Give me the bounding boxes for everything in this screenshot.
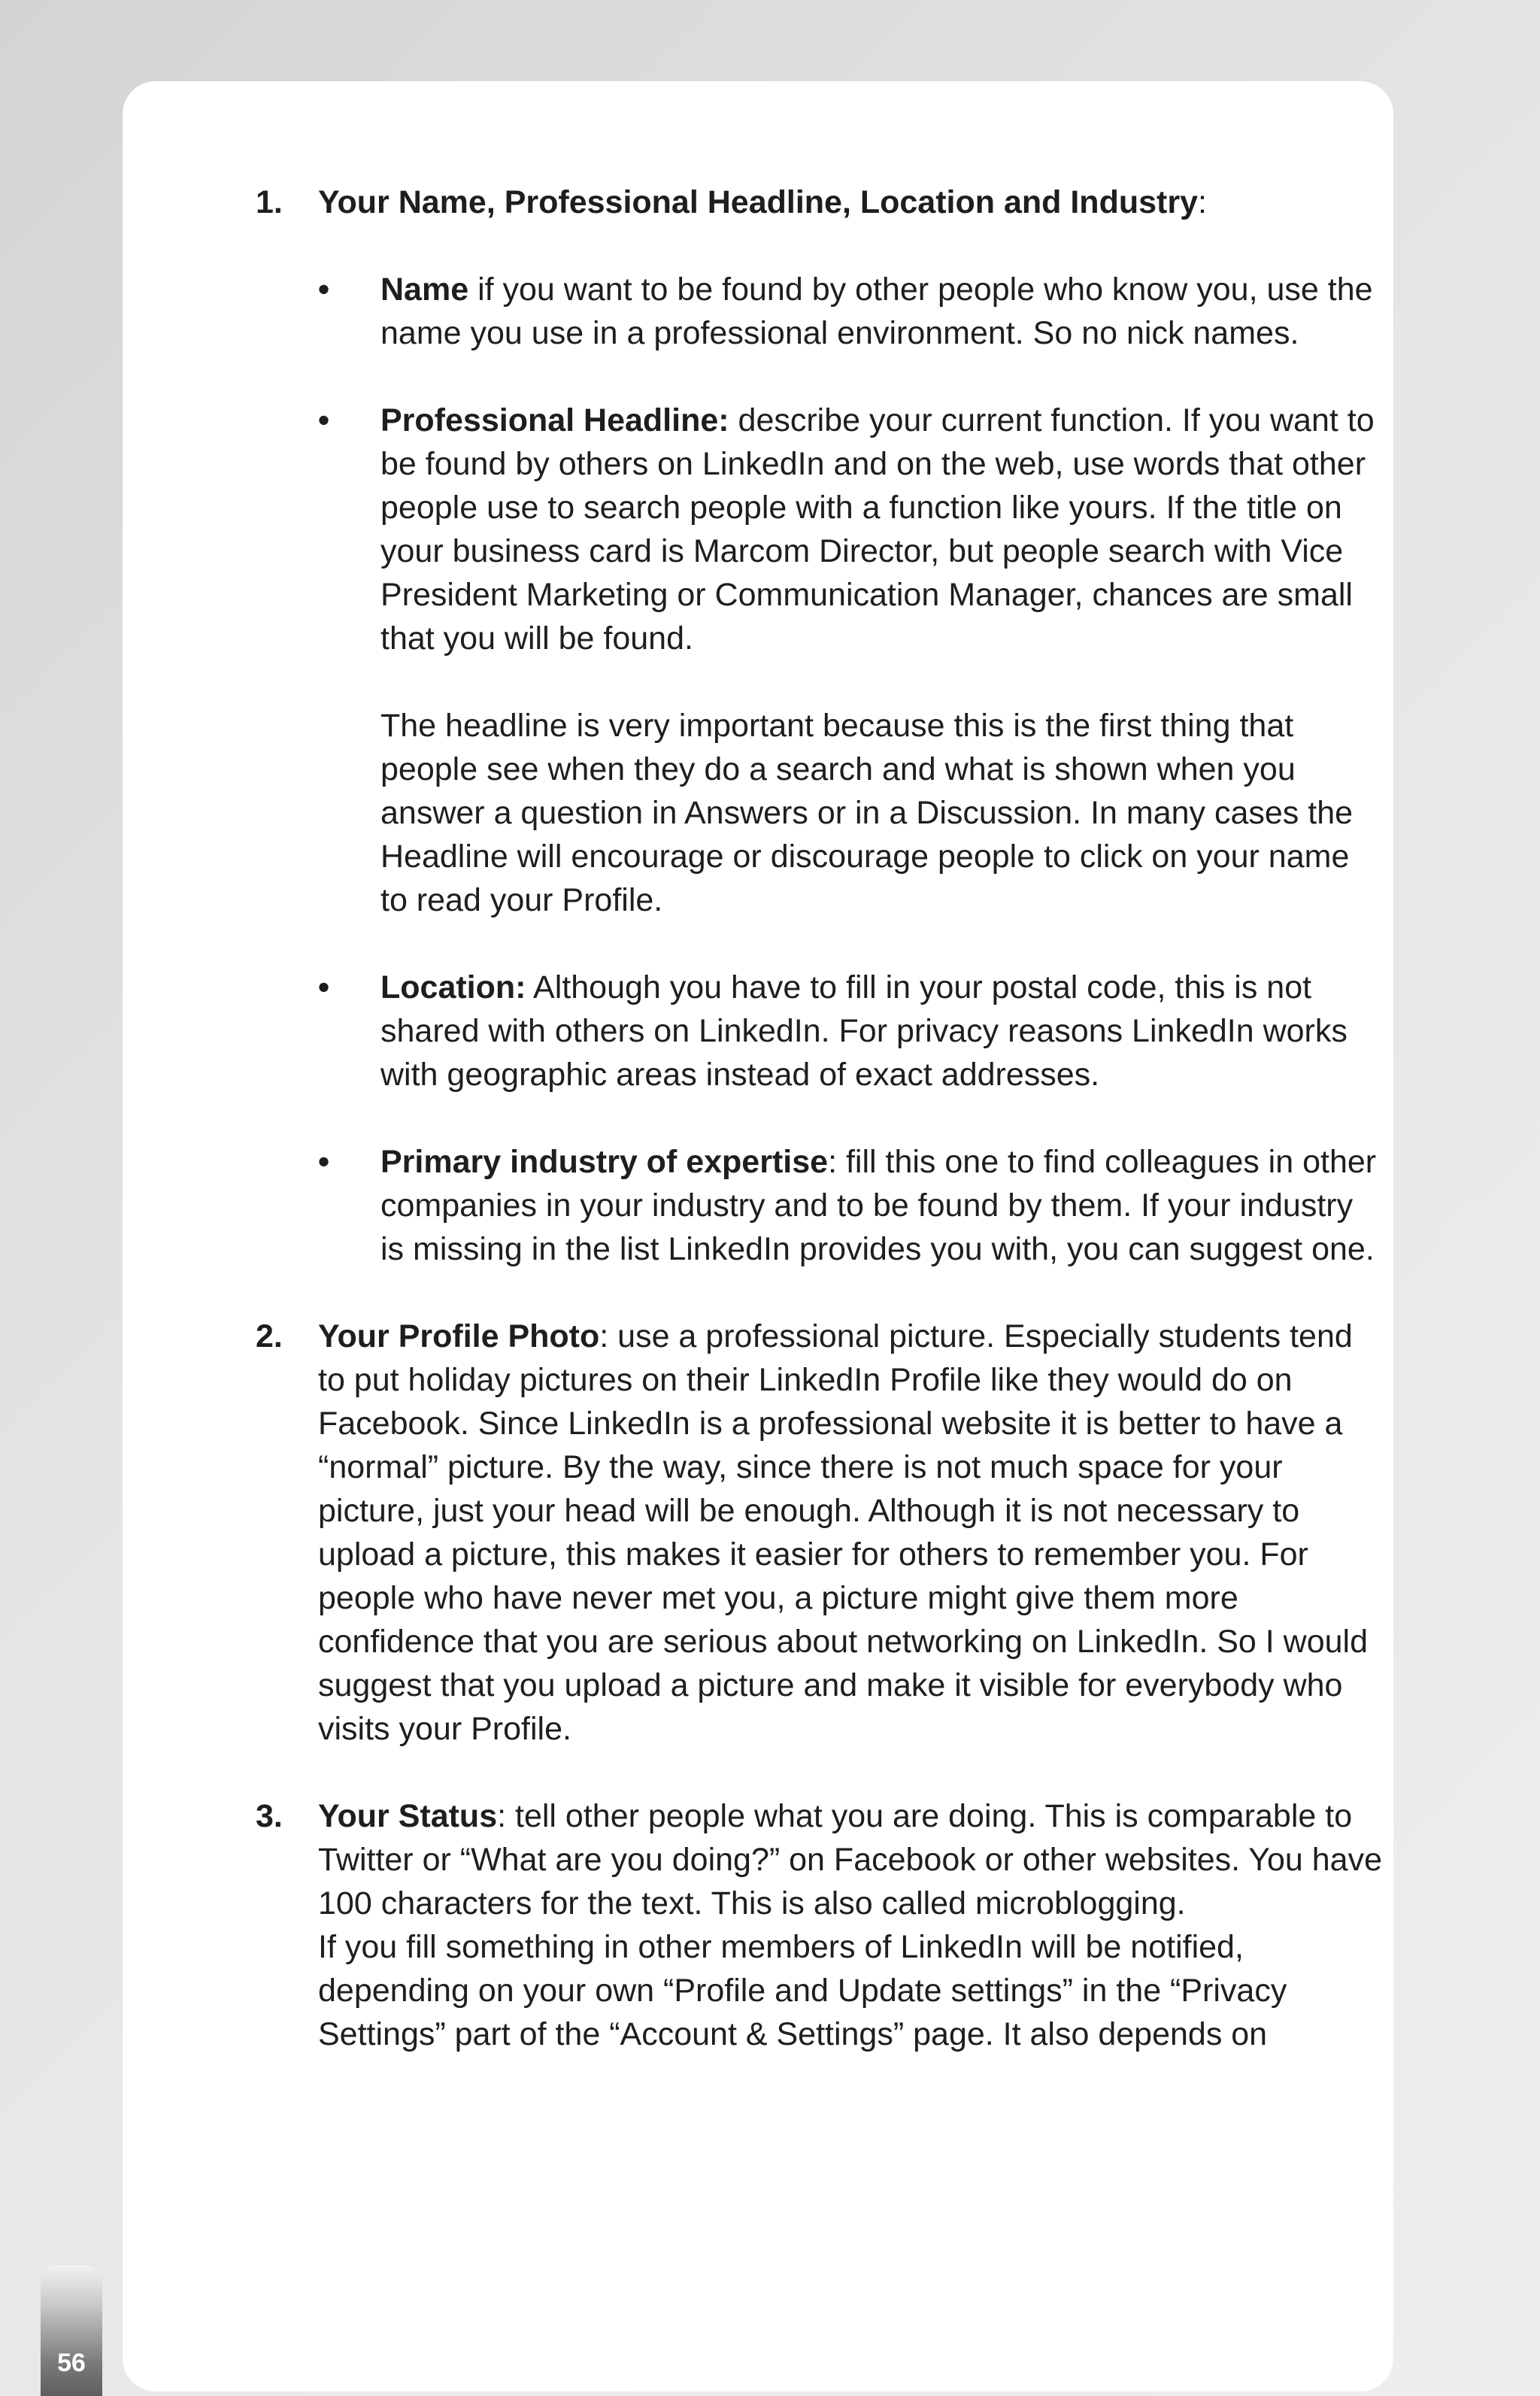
bullet-body: : fill this one to find colleagues in other companies in your industry and to be found by them. If your industry is missing in the list LinkedIn provides you with, you can suggest one.	[380, 1144, 1377, 1267]
bullet-icon: •	[318, 1144, 330, 1180]
list-item-3	[256, 1794, 1384, 2056]
item-paragraph	[318, 1794, 1384, 1925]
item-paragraph	[318, 1315, 1384, 1751]
item-title: Your Name, Professional Headline, Location and Industry	[318, 184, 1198, 220]
item-title: Your Status	[318, 1798, 498, 1834]
bullet-location	[318, 966, 1384, 1096]
bullet-label: Primary industry of expertise	[380, 1144, 829, 1180]
list-item-2	[256, 1315, 1384, 1751]
list-item-1	[256, 180, 1384, 1271]
item-title-suffix: :	[1198, 184, 1207, 220]
bullet-body: Although you have to fill in your postal code, this is not shared with others on LinkedIn. For privacy reasons LinkedIn works with geographic areas instead of exact addresses.	[380, 969, 1348, 1093]
bullet-icon: •	[318, 402, 330, 438]
item-body: : tell other people what you are doing. This is comparable to Twitter or “What are you doing?” on Facebook or other websites. You have 100 characters for the text. This is also called microblogging.	[318, 1798, 1383, 1921]
bullet-icon: •	[318, 969, 330, 1005]
item-number: 3.	[256, 1798, 283, 1834]
item-body: : use a professional picture. Especially students tend to put holiday pictures on their LinkedIn Profile like they would do on Facebook. Since LinkedIn is a professional website it is better to have a “normal” picture. By the way, since there is not much space for your picture, just your head will be enough. Although it is not necessary to upload a picture, this makes it easier for others to remember you. For people who have never met you, a picture might give them more confidence that you are serious about networking on LinkedIn. So I would suggest that you upload a picture and make it visible for everybody who visits your Profile.	[318, 1318, 1369, 1747]
bullet-body: describe your current function. If you want to be found by others on LinkedIn and on the web, use words that other people use to search people with a function like yours. If the title on your business card is Marcom Director, but people search with Vice President Marketing or Communication Manager, chances are small that you will be found.	[380, 402, 1375, 657]
bullet-text	[380, 268, 1384, 355]
item-title: Your Profile Photo	[318, 1318, 600, 1354]
page-number: 56	[57, 2349, 86, 2377]
bullet-professional-headline	[318, 399, 1384, 922]
bullet-label: Professional Headline:	[380, 402, 729, 438]
item-number: 2.	[256, 1318, 283, 1354]
item-paragraph-continued: If you fill something in other members of LinkedIn will be notified, depending on your own “Profile and Update settings” in the “Privacy Settings” part of the “Account & Settings” page. It also depends on	[318, 1929, 1287, 2052]
bullet-icon: •	[318, 271, 330, 308]
bullet-primary-industry	[318, 1140, 1384, 1271]
page-number-tab	[41, 2265, 102, 2396]
bullet-text	[380, 1140, 1384, 1271]
bullet-label: Name	[380, 271, 469, 308]
bullet-text	[380, 399, 1384, 660]
bullet-extra-paragraph: The headline is very important because this is the first thing that people see when they do a search and what is shown when you answer a question in Answers or in a Discussion. In many cases the Headline will encourage or discourage people to click on your name to read your Profile.	[380, 708, 1354, 918]
bullet-text	[380, 966, 1384, 1096]
bullet-body: if you want to be found by other people who know you, use the name you use in a professional environment. So no nick names.	[380, 271, 1373, 351]
item-heading	[318, 180, 1384, 224]
bullet-name	[318, 268, 1384, 355]
item-number: 1.	[256, 184, 283, 220]
page-content	[256, 180, 1384, 2056]
bullet-label: Location:	[380, 969, 526, 1005]
